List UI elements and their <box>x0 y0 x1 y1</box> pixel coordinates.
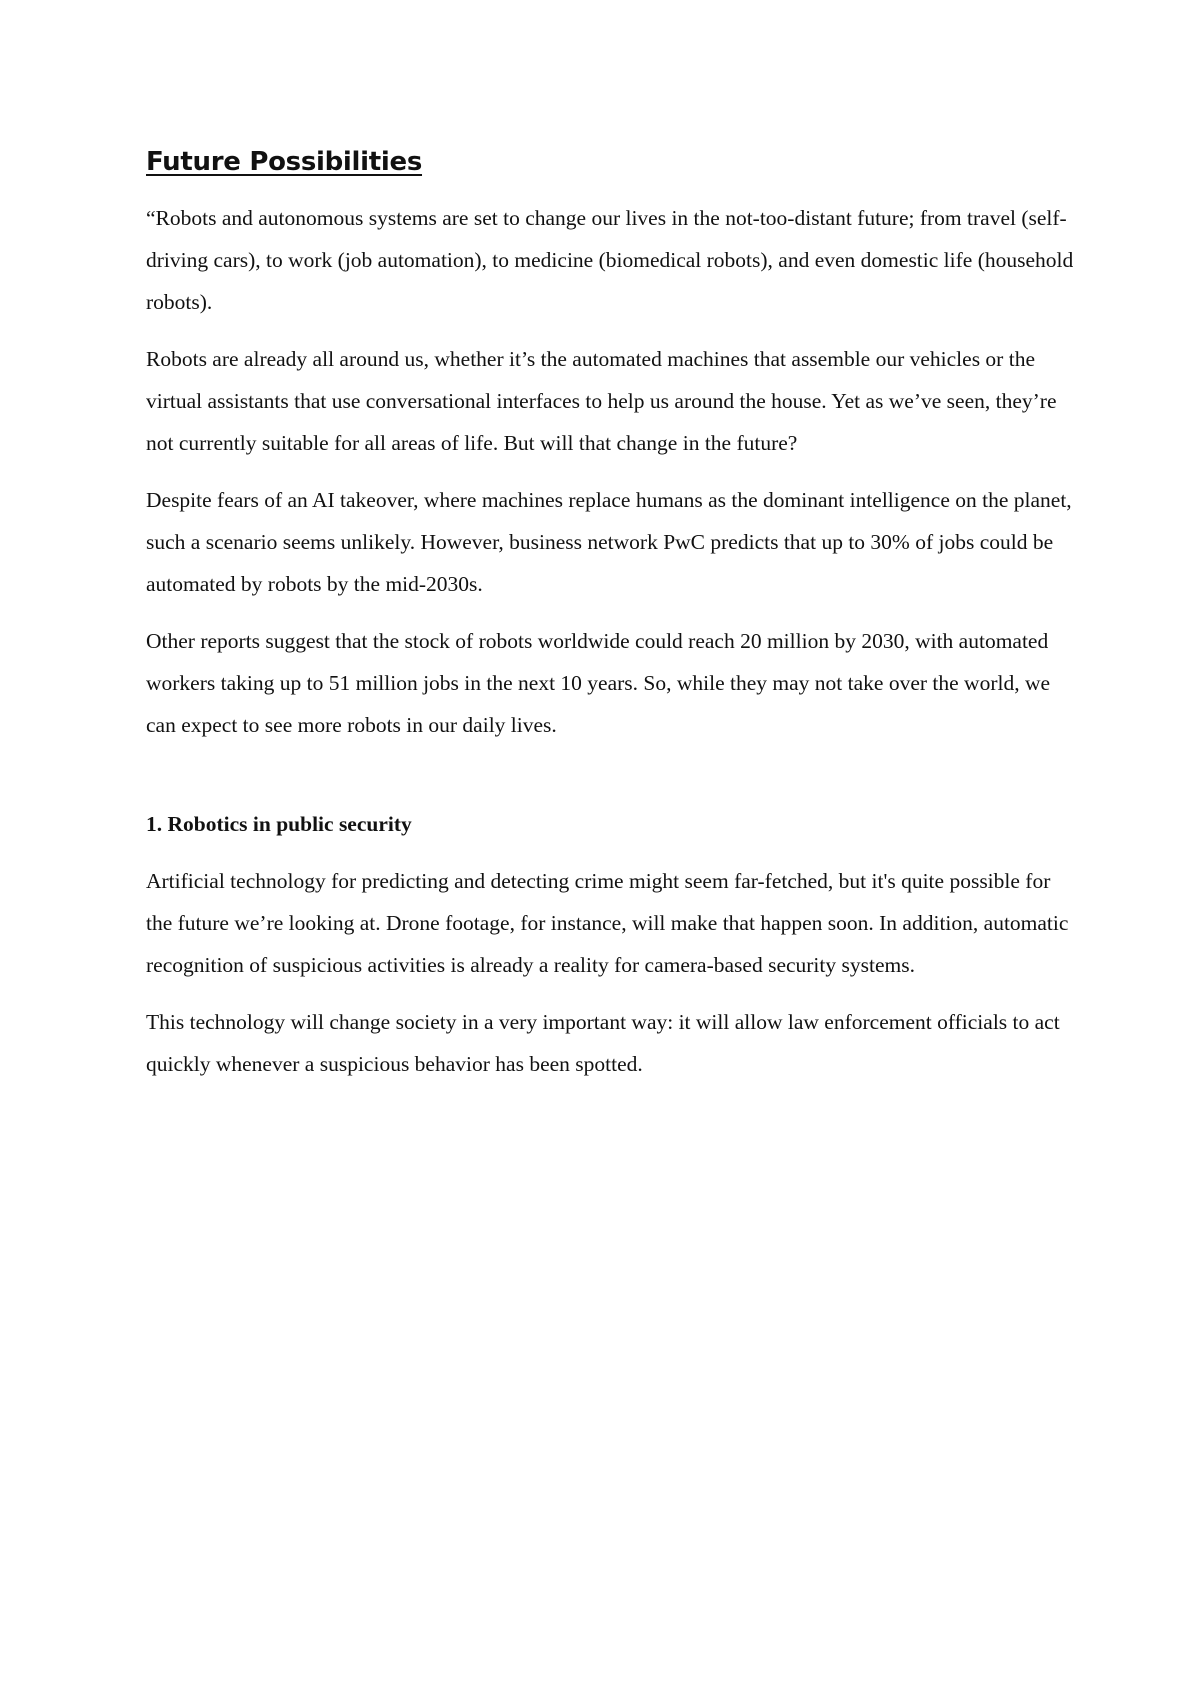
page-title: Future Possibilities <box>146 147 423 177</box>
section-paragraph: This technology will change society in a very important way: it will allow law enforcement officials to act quickly whenever a suspicious behavior has been spotted. <box>146 1009 1060 1076</box>
document-body <box>146 146 1076 1100</box>
section-spacer <box>146 761 1076 803</box>
intro-paragraph: Despite fears of an AI takeover, where machines replace humans as the dominant intelligence on the planet, such a scenario seems unlikely. However, business network PwC predicts that up to 30% of jobs could be automated by robots by the mid-2030s. <box>146 487 1072 596</box>
section-heading: 1. Robotics in public security <box>146 811 412 836</box>
intro-paragraph: Other reports suggest that the stock of robots worldwide could reach 20 million by 2030, with automated workers taking up to 51 million jobs in the next 10 years. So, while they may not take over the world, we can expect to see more robots in our daily lives. <box>146 628 1051 737</box>
intro-paragraph: Robots are already all around us, whether it’s the automated machines that assemble our vehicles or the virtual assistants that use conversational interfaces to help us around the house. Yet as we’ve seen, they’re not currently suitable for all areas of life. But will that change in the future? <box>146 346 1057 455</box>
section-paragraph: Artificial technology for predicting and detecting crime might seem far-fetched, but it's quite possible for the future we’re looking at. Drone footage, for instance, will make that happen soon. In addition, automatic recognition of suspicious activities is already a reality for camera-based security systems. <box>146 868 1069 977</box>
intro-paragraph: “Robots and autonomous systems are set to change our lives in the not-too-distant future; from travel (self-driving cars), to work (job automation), to medicine (biomedical robots), and even domestic life (household robots). <box>146 205 1074 314</box>
